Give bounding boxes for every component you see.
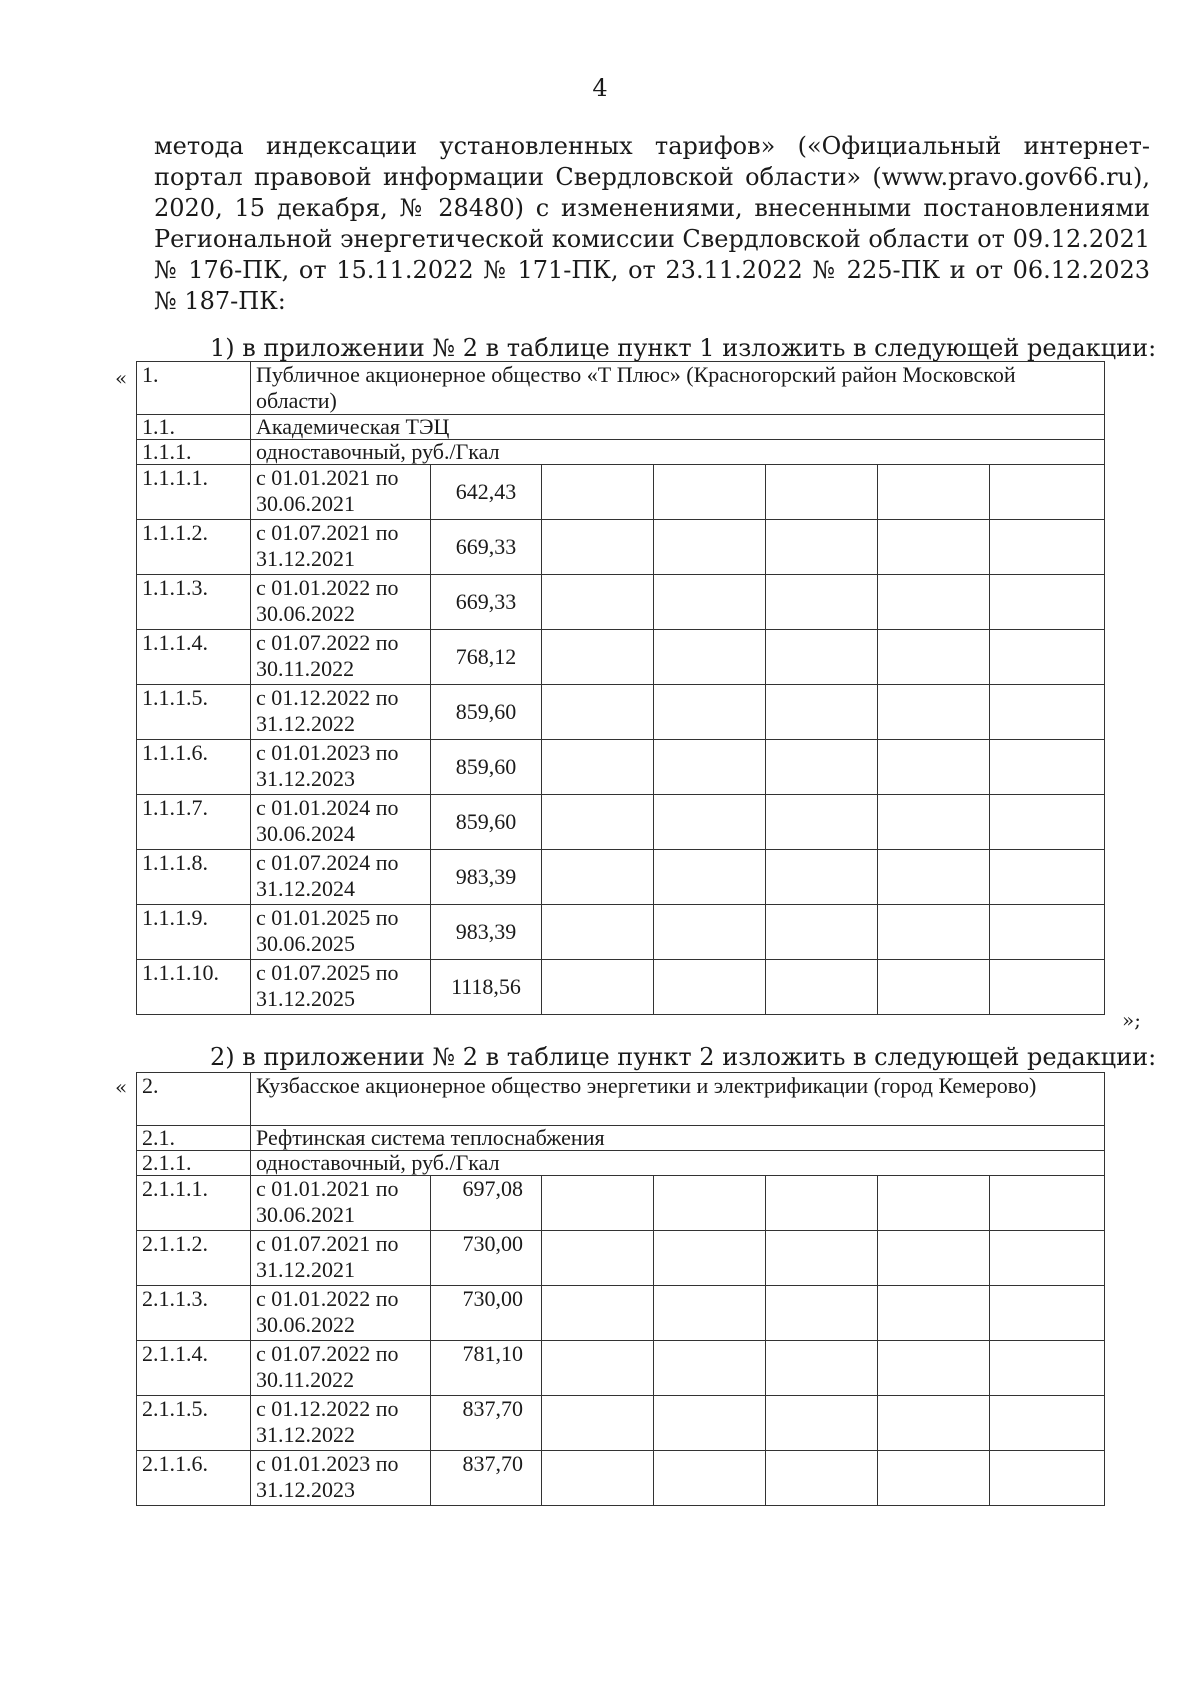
empty-cell (654, 795, 766, 850)
empty-cell (990, 575, 1105, 630)
row-period: с 01.01.2023 по 31.12.2023 (251, 740, 431, 795)
row-num: 1.1.1.5. (137, 685, 251, 740)
empty-cell (542, 1451, 654, 1506)
intro-paragraph: метода индексации установленных тарифов» («Официальный интернет-портал правовой информации Свердловской области» (www.pravo.gov66.ru), 2020, 15 декабря, № 28480) с изменениями, внесенными постановлениями Региональной энергетической комиссии Свердловской области от 09.12.2021 № 176-ПК, от 15.11.2022 № 171-ПК, от 23.11.2022 № 225-ПК и от 06.12.2023 № 187-ПК: (154, 132, 1150, 315)
table-row (137, 795, 1105, 850)
row-num: 2.1.1.6. (137, 1451, 251, 1506)
empty-cell (654, 1341, 766, 1396)
empty-cell (878, 1286, 990, 1341)
empty-cell (542, 575, 654, 630)
row-period: с 01.07.2021 по 31.12.2021 (251, 520, 431, 575)
empty-cell (654, 630, 766, 685)
empty-cell (990, 795, 1105, 850)
row-value: 859,60 (431, 685, 542, 740)
tariff-table-2 (136, 1072, 1105, 1506)
rate-name: одноставочный, руб./Гкал (251, 440, 1105, 465)
row-period: с 01.07.2024 по 31.12.2024 (251, 850, 431, 905)
empty-cell (878, 575, 990, 630)
org-name: Публичное акционерное общество «Т Плюс» (Красногорский район Московской области) (251, 362, 1105, 415)
row-period: с 01.07.2025 по 31.12.2025 (251, 960, 431, 1015)
empty-cell (654, 520, 766, 575)
row-num: 1.1.1.3. (137, 575, 251, 630)
empty-cell (542, 905, 654, 960)
row-period: с 01.01.2023 по 31.12.2023 (251, 1451, 431, 1506)
empty-cell (654, 850, 766, 905)
org-num: 1. (137, 362, 251, 415)
empty-cell (990, 740, 1105, 795)
table-row (137, 1231, 1105, 1286)
rate-name: одноставочный, руб./Гкал (251, 1151, 1105, 1176)
table-row (137, 850, 1105, 905)
empty-cell (542, 1286, 654, 1341)
row-num: 1.1.1.10. (137, 960, 251, 1015)
empty-cell (766, 1396, 878, 1451)
empty-cell (766, 465, 878, 520)
org-row (137, 1073, 1105, 1126)
plant-row (137, 1126, 1105, 1151)
row-num: 1.1.1.2. (137, 520, 251, 575)
row-period: с 01.07.2022 по 30.11.2022 (251, 630, 431, 685)
row-value: 669,33 (431, 520, 542, 575)
row-value: 781,10 (431, 1341, 542, 1396)
tariff-table-2-body (137, 1073, 1105, 1506)
tariff-table-1-body (137, 362, 1105, 1015)
empty-cell (990, 960, 1105, 1015)
table-row (137, 465, 1105, 520)
empty-cell (654, 465, 766, 520)
empty-cell (878, 960, 990, 1015)
table-row (137, 1396, 1105, 1451)
row-period: с 01.01.2021 по 30.06.2021 (251, 1176, 431, 1231)
empty-cell (766, 1286, 878, 1341)
table-row (137, 1286, 1105, 1341)
empty-cell (766, 630, 878, 685)
empty-cell (878, 740, 990, 795)
table-row (137, 740, 1105, 795)
empty-cell (766, 520, 878, 575)
empty-cell (878, 465, 990, 520)
empty-cell (990, 1176, 1105, 1231)
table-row (137, 520, 1105, 575)
row-value: 859,60 (431, 740, 542, 795)
row-num: 2.1.1.1. (137, 1176, 251, 1231)
empty-cell (878, 795, 990, 850)
row-value: 697,08 (431, 1176, 542, 1231)
empty-cell (542, 1396, 654, 1451)
empty-cell (654, 1231, 766, 1286)
table-row (137, 630, 1105, 685)
empty-cell (766, 905, 878, 960)
row-period: с 01.12.2022 по 31.12.2022 (251, 1396, 431, 1451)
empty-cell (654, 740, 766, 795)
empty-cell (542, 1341, 654, 1396)
empty-cell (990, 905, 1105, 960)
empty-cell (542, 630, 654, 685)
table-row (137, 575, 1105, 630)
row-num: 2.1.1.2. (137, 1231, 251, 1286)
empty-cell (542, 850, 654, 905)
empty-cell (766, 795, 878, 850)
table-row (137, 905, 1105, 960)
row-value: 1118,56 (431, 960, 542, 1015)
empty-cell (766, 575, 878, 630)
row-num: 1.1.1.4. (137, 630, 251, 685)
empty-cell (766, 1451, 878, 1506)
rate-row (137, 1151, 1105, 1176)
empty-cell (542, 795, 654, 850)
org-name: Кузбасское акционерное общество энергетики и электрификации (город Кемерово) (251, 1073, 1105, 1126)
empty-cell (542, 465, 654, 520)
empty-cell (990, 1231, 1105, 1286)
plant-name: Рефтинская система теплоснабжения (251, 1126, 1105, 1151)
section2-heading: 2) в приложении № 2 в таблице пункт 2 изложить в следующей редакции: (210, 1043, 1157, 1071)
section1-open-quote: « (115, 366, 128, 390)
table-row (137, 1341, 1105, 1396)
empty-cell (878, 1396, 990, 1451)
row-value: 859,60 (431, 795, 542, 850)
empty-cell (766, 960, 878, 1015)
row-value: 730,00 (431, 1231, 542, 1286)
row-period: с 01.07.2022 по 30.11.2022 (251, 1341, 431, 1396)
empty-cell (654, 1176, 766, 1231)
row-value: 730,00 (431, 1286, 542, 1341)
empty-cell (766, 1176, 878, 1231)
plant-num: 2.1. (137, 1126, 251, 1151)
tariff-table-1 (136, 361, 1105, 1015)
empty-cell (990, 1396, 1105, 1451)
table-row (137, 685, 1105, 740)
empty-cell (542, 740, 654, 795)
empty-cell (542, 1176, 654, 1231)
empty-cell (990, 1451, 1105, 1506)
empty-cell (878, 520, 990, 575)
empty-cell (654, 575, 766, 630)
empty-cell (654, 960, 766, 1015)
row-period: с 01.01.2022 по 30.06.2022 (251, 575, 431, 630)
empty-cell (766, 1341, 878, 1396)
row-num: 1.1.1.8. (137, 850, 251, 905)
section1-heading: 1) в приложении № 2 в таблице пункт 1 изложить в следующей редакции: (210, 334, 1157, 362)
empty-cell (878, 850, 990, 905)
row-value: 642,43 (431, 465, 542, 520)
section2-open-quote: « (115, 1075, 128, 1099)
row-period: с 01.12.2022 по 31.12.2022 (251, 685, 431, 740)
row-num: 2.1.1.5. (137, 1396, 251, 1451)
row-value: 983,39 (431, 905, 542, 960)
table-row (137, 1451, 1105, 1506)
row-period: с 01.01.2022 по 30.06.2022 (251, 1286, 431, 1341)
empty-cell (878, 1176, 990, 1231)
empty-cell (542, 1231, 654, 1286)
org-row (137, 362, 1105, 415)
table-row (137, 1176, 1105, 1231)
empty-cell (542, 520, 654, 575)
row-num: 2.1.1.3. (137, 1286, 251, 1341)
row-value: 669,33 (431, 575, 542, 630)
row-period: с 01.07.2021 по 31.12.2021 (251, 1231, 431, 1286)
empty-cell (654, 1451, 766, 1506)
empty-cell (654, 1286, 766, 1341)
empty-cell (542, 685, 654, 740)
empty-cell (878, 630, 990, 685)
empty-cell (766, 685, 878, 740)
plant-name: Академическая ТЭЦ (251, 415, 1105, 440)
empty-cell (654, 1396, 766, 1451)
empty-cell (990, 685, 1105, 740)
row-period: с 01.01.2025 по 30.06.2025 (251, 905, 431, 960)
empty-cell (990, 1286, 1105, 1341)
row-num: 1.1.1.9. (137, 905, 251, 960)
row-period: с 01.01.2024 по 30.06.2024 (251, 795, 431, 850)
empty-cell (990, 465, 1105, 520)
row-value: 837,70 (431, 1451, 542, 1506)
empty-cell (542, 960, 654, 1015)
empty-cell (654, 905, 766, 960)
table-row (137, 960, 1105, 1015)
empty-cell (766, 1231, 878, 1286)
row-value: 837,70 (431, 1396, 542, 1451)
empty-cell (878, 1341, 990, 1396)
empty-cell (990, 520, 1105, 575)
section1-close-quote: »; (1122, 1008, 1141, 1032)
row-value: 983,39 (431, 850, 542, 905)
plant-num: 1.1. (137, 415, 251, 440)
empty-cell (990, 630, 1105, 685)
row-num: 2.1.1.4. (137, 1341, 251, 1396)
row-num: 1.1.1.6. (137, 740, 251, 795)
empty-cell (990, 1341, 1105, 1396)
empty-cell (878, 1451, 990, 1506)
row-num: 1.1.1.7. (137, 795, 251, 850)
row-period: с 01.01.2021 по 30.06.2021 (251, 465, 431, 520)
page-number: 4 (592, 74, 608, 102)
rate-row (137, 440, 1105, 465)
empty-cell (766, 740, 878, 795)
row-value: 768,12 (431, 630, 542, 685)
plant-row (137, 415, 1105, 440)
empty-cell (878, 905, 990, 960)
rate-num: 2.1.1. (137, 1151, 251, 1176)
empty-cell (766, 850, 878, 905)
org-num: 2. (137, 1073, 251, 1126)
empty-cell (990, 850, 1105, 905)
empty-cell (654, 685, 766, 740)
empty-cell (878, 685, 990, 740)
row-num: 1.1.1.1. (137, 465, 251, 520)
empty-cell (878, 1231, 990, 1286)
rate-num: 1.1.1. (137, 440, 251, 465)
